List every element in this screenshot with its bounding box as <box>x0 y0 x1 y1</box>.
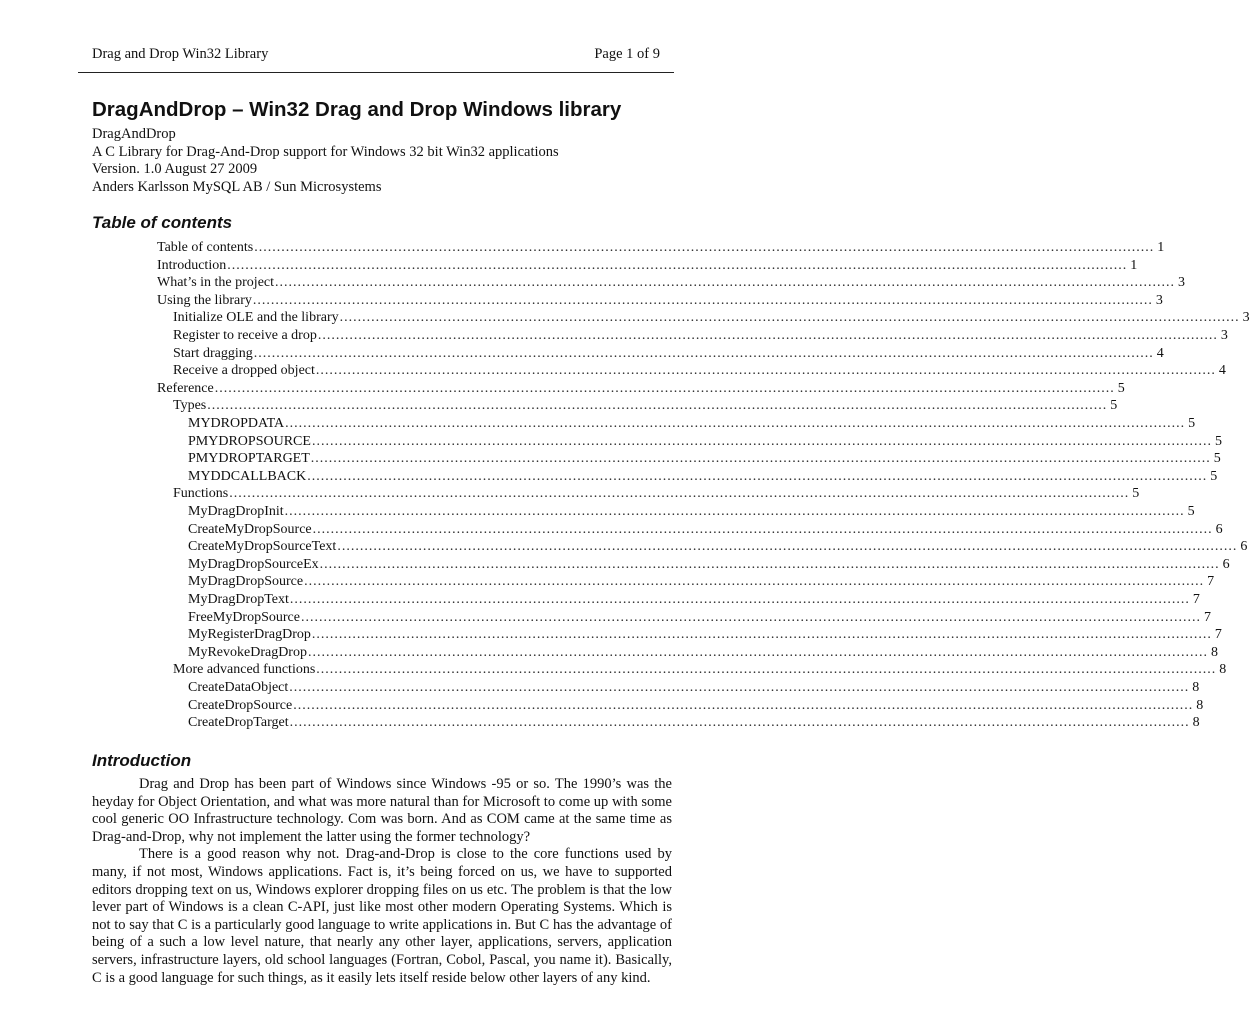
toc-entry[interactable] <box>188 609 1211 627</box>
header-title: Drag and Drop Win32 Library <box>92 46 269 62</box>
toc-entry[interactable] <box>173 397 1118 415</box>
header-divider <box>78 72 674 73</box>
toc-entry-page: 5 <box>1214 433 1222 449</box>
intro-paragraph-1: Drag and Drop has been part of Windows since Windows -95 or so. The 1990’s was the heyday for Object Orientation, and what was more natural than for Microsoft to come up with some cool generic OO Infrastructure technology. Com was born. And as COM came at the same time as Drag-and-Drop, why not implement the latter using the former technology? <box>92 776 672 845</box>
toc-entry-title: MyRevokeDragDrop <box>188 644 307 660</box>
toc-dot-leader: ........................................................................................................................................................................................................ <box>227 257 1128 273</box>
toc-entry-title: CreateMyDropSourceText <box>188 539 337 555</box>
toc-entry-title: Table of contents <box>157 240 254 255</box>
toc-entry-title: MyDragDropSourceEx <box>188 556 319 572</box>
toc-entry-page: 3 <box>1178 275 1186 291</box>
toc-entry[interactable] <box>173 309 1250 327</box>
toc-dot-leader: ........................................................................................................................................................................................................ <box>304 574 1205 590</box>
toc-entry-title: Reference <box>157 380 214 396</box>
toc-entry[interactable] <box>173 485 1140 503</box>
info-author: Anders Karlsson MySQL AB / Sun Microsystems <box>92 178 382 195</box>
toc-entry-title: Introduction <box>157 257 227 273</box>
toc-entry[interactable] <box>157 239 1165 257</box>
toc-entry[interactable] <box>188 626 1222 644</box>
toc-entry-page: 6 <box>1222 556 1230 572</box>
toc-entry-title: CreateDataObject <box>188 680 289 695</box>
toc-entry-page: 5 <box>1110 398 1118 414</box>
toc-entry[interactable] <box>188 521 1223 539</box>
toc-entry-title: CreateMyDropSource <box>188 521 312 537</box>
toc-entry[interactable] <box>188 591 1200 609</box>
toc-entry-title: MyDragDropSource <box>188 574 304 590</box>
toc-entry-page: 8 <box>1210 644 1218 660</box>
toc-entry-page: 8 <box>1192 715 1200 731</box>
toc-entry[interactable] <box>173 327 1228 345</box>
toc-dot-leader: ........................................................................................................................................................................................................ <box>337 539 1238 555</box>
toc-entry[interactable] <box>188 714 1200 732</box>
introduction-body <box>92 776 672 987</box>
toc-entry[interactable] <box>188 556 1230 574</box>
document-info <box>92 126 559 196</box>
toc-entry-page: 7 <box>1192 592 1200 607</box>
toc-dot-leader: ........................................................................................................................................................................................................ <box>284 504 1185 519</box>
toc-entry-page: 5 <box>1117 380 1125 396</box>
info-description: A C Library for Drag-And-Drop support for Windows 32 bit Win32 applications <box>92 143 559 160</box>
toc-entry-page: 5 <box>1188 416 1196 431</box>
toc-dot-leader: ........................................................................................................................................................................................................ <box>289 680 1190 695</box>
toc-entry-title: Receive a dropped object <box>173 363 315 379</box>
toc-entry-page: 8 <box>1196 697 1204 713</box>
toc-dot-leader: ........................................................................................................................................................................................................ <box>252 292 1153 308</box>
toc-entry[interactable] <box>188 573 1215 591</box>
toc-entry-title: Using the library <box>157 292 252 308</box>
toc-entry-title: Start dragging <box>173 345 253 361</box>
toc-dot-leader: ........................................................................................................................................................................................................ <box>316 662 1217 678</box>
toc-dot-leader: ........................................................................................................................................................................................................ <box>312 521 1213 537</box>
toc-entry-title: CreateDropSource <box>188 697 293 713</box>
toc-entry-page: 3 <box>1220 328 1228 343</box>
toc-entry[interactable] <box>188 538 1248 556</box>
toc-entry-page: 4 <box>1156 345 1164 361</box>
toc-dot-leader: ........................................................................................................................................................................................................ <box>254 240 1155 255</box>
toc-entry[interactable] <box>157 292 1163 310</box>
toc-entry-page: 3 <box>1242 310 1250 326</box>
toc-entry-title: Functions <box>173 486 229 502</box>
toc-entry-title: MYDDCALLBACK <box>188 468 307 484</box>
toc-dot-leader: ........................................................................................................................................................................................................ <box>317 328 1218 343</box>
toc-dot-leader: ........................................................................................................................................................................................................ <box>229 486 1130 502</box>
toc-entry-page: 5 <box>1187 504 1195 519</box>
info-name: DragAndDrop <box>92 126 176 142</box>
toc-entry-title: Initialize OLE and the library <box>173 310 339 326</box>
toc-entry-title: PMYDROPTARGET <box>188 451 310 467</box>
toc-dot-leader: ........................................................................................................................................................................................................ <box>339 310 1240 326</box>
toc-entry[interactable] <box>188 415 1196 433</box>
toc-entry-page: 4 <box>1218 363 1226 379</box>
toc-dot-leader: ........................................................................................................................................................................................................ <box>275 275 1176 291</box>
toc-entry-page: 3 <box>1155 292 1163 308</box>
document-title: DragAndDrop – Win32 Drag and Drop Windows library <box>92 98 622 121</box>
toc-entry[interactable] <box>188 679 1200 697</box>
toc-dot-leader: ........................................................................................................................................................................................................ <box>300 609 1201 625</box>
toc-entry-title: PMYDROPSOURCE <box>188 433 311 449</box>
toc-entry-page: 6 <box>1215 521 1223 537</box>
toc-dot-leader: ........................................................................................................................................................................................................ <box>253 345 1154 361</box>
toc-dot-leader: ........................................................................................................................................................................................................ <box>285 416 1186 431</box>
info-version: Version. 1.0 August 27 2009 <box>92 161 258 177</box>
toc-entry[interactable] <box>188 433 1222 451</box>
header-page-number: Page 1 of 9 <box>594 46 660 62</box>
toc-entry-title: MyDragDropText <box>188 592 289 607</box>
toc-entry-page: 5 <box>1132 486 1140 502</box>
toc-dot-leader: ........................................................................................................................................................................................................ <box>311 627 1212 643</box>
toc-entry-title: What’s in the project <box>157 275 275 291</box>
toc-entry-title: MYDROPDATA <box>188 416 285 431</box>
toc-entry-page: 1 <box>1157 240 1165 255</box>
toc-dot-leader: ........................................................................................................................................................................................................ <box>311 433 1212 449</box>
toc-entry-page: 7 <box>1214 627 1222 643</box>
introduction-heading: Introduction <box>92 751 192 770</box>
toc-dot-leader: ........................................................................................................................................................................................................ <box>315 363 1216 379</box>
toc-entry-title: FreeMyDropSource <box>188 609 300 625</box>
toc-dot-leader: ........................................................................................................................................................................................................ <box>310 451 1211 467</box>
toc-entry[interactable] <box>173 345 1164 363</box>
toc-entry[interactable] <box>157 257 1138 275</box>
toc-entry-title: MyDragDropInit <box>188 504 284 519</box>
toc-entry[interactable] <box>188 503 1195 521</box>
toc-entry-title: MyRegisterDragDrop <box>188 627 311 643</box>
toc-entry[interactable] <box>188 450 1221 468</box>
intro-paragraph-2: There is a good reason why not. Drag-and-Drop is close to the core functions used by many, if not most, Windows applications. Fact is, it’s being forced on us, we have to supported editors dropping text on us, Windows explorer dropping files on us etc. The problem is that the low lever part of Windows is a clean C-API, just like most other modern Operating Systems. Which is not to say that C is a particularly good language to write applications in. But C has the advantage of being of a such a low level nature, that nearly any other layer, applications, servers, application servers, infrastructure layers, old school languages (Fortran, Cobol, Pascal, you name it). Basically, C is a good language for such things, as it easily lets itself reside below other layers of any kind. <box>92 846 672 986</box>
toc-dot-leader: ........................................................................................................................................................................................................ <box>289 592 1190 607</box>
toc-heading: Table of contents <box>92 213 233 232</box>
toc-dot-leader: ........................................................................................................................................................................................................ <box>289 715 1190 731</box>
page-header <box>92 44 660 64</box>
toc-entry[interactable] <box>157 274 1186 292</box>
toc-entry[interactable] <box>188 697 1204 715</box>
toc-entry-page: 1 <box>1130 257 1138 273</box>
toc-entry-title: Types <box>173 398 207 414</box>
toc-entry-title: Register to receive a drop <box>173 328 317 343</box>
toc-entry[interactable] <box>157 380 1125 398</box>
toc-dot-leader: ........................................................................................................................................................................................................ <box>319 556 1220 572</box>
toc-dot-leader: ........................................................................................................................................................................................................ <box>293 697 1194 713</box>
toc-dot-leader: ........................................................................................................................................................................................................ <box>307 468 1208 484</box>
toc-entry-page: 7 <box>1207 574 1215 590</box>
toc-entry-title: More advanced functions <box>173 662 316 678</box>
toc-entry-page: 5 <box>1210 468 1218 484</box>
toc-dot-leader: ........................................................................................................................................................................................................ <box>307 644 1208 660</box>
toc-entry[interactable] <box>188 468 1218 486</box>
toc-dot-leader: ........................................................................................................................................................................................................ <box>207 398 1108 414</box>
toc-entry[interactable] <box>173 362 1226 380</box>
toc-entry-page: 5 <box>1213 451 1221 467</box>
toc-entry[interactable] <box>173 661 1227 679</box>
toc-entry-page: 7 <box>1203 609 1211 625</box>
toc-entry-page: 6 <box>1240 539 1248 555</box>
toc-entry-title: CreateDropTarget <box>188 715 289 731</box>
toc-entry[interactable] <box>188 644 1218 662</box>
toc-entry-page: 8 <box>1219 662 1227 678</box>
toc-entry-page: 8 <box>1192 680 1200 695</box>
toc-dot-leader: ........................................................................................................................................................................................................ <box>214 380 1115 396</box>
